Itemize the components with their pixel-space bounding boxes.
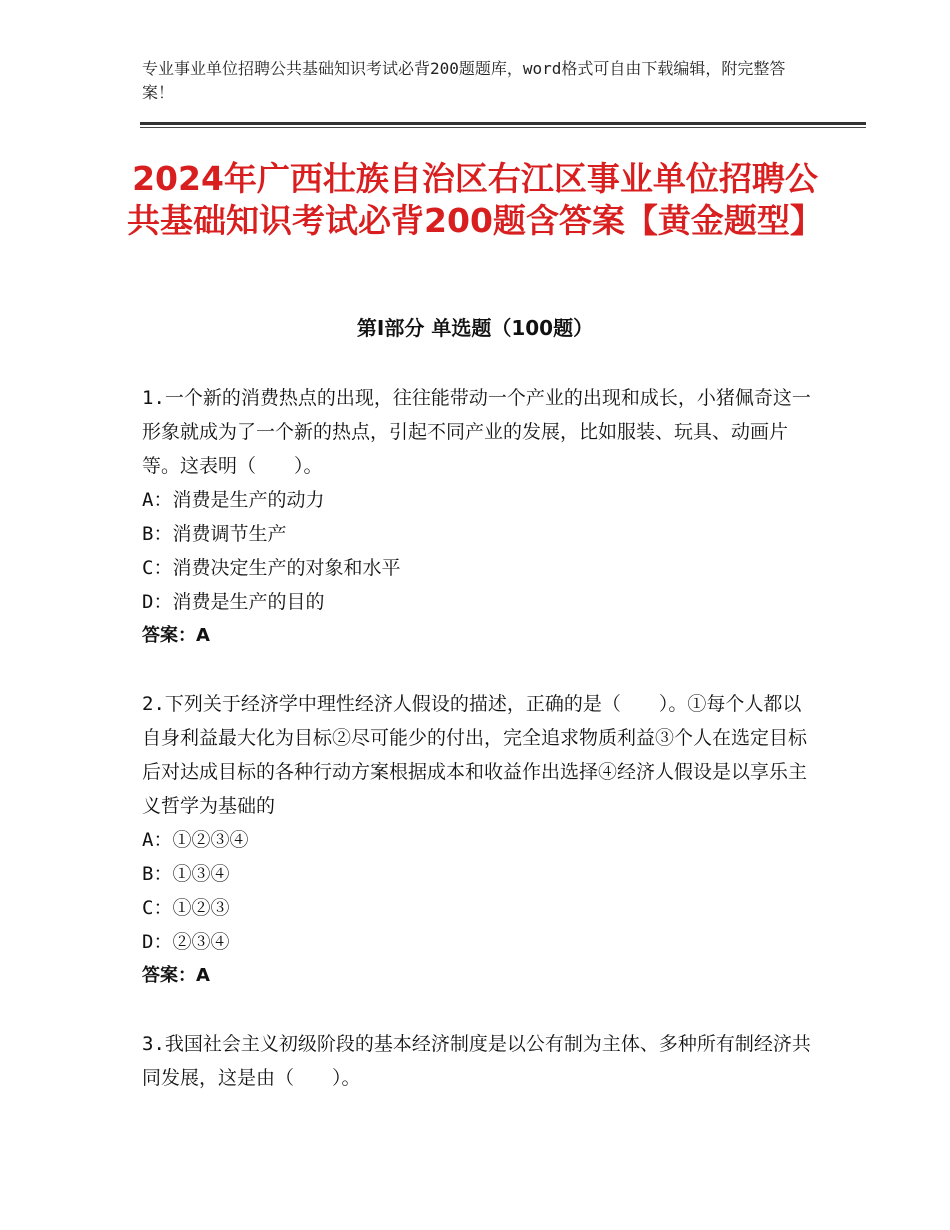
- question-stem: 3.我国社会主义初级阶段的基本经济制度是以公有制为主体、多种所有制经济共同发展，这是由（ ）。: [142, 1033, 811, 1089]
- option-d: D：②③④: [142, 931, 230, 953]
- question-1: [142, 381, 812, 653]
- question-2: [142, 687, 812, 993]
- question-3: [142, 1027, 812, 1095]
- option-a: A：①②③④: [142, 829, 249, 851]
- option-c: C：消费决定生产的对象和水平: [142, 557, 401, 579]
- question-stem: 1.一个新的消费热点的出现，往往能带动一个产业的出现和成长，小猪佩奇这一形象就成为了一个新的热点，引起不同产业的发展，比如服装、玩具、动画片等。这表明（ ）。: [142, 387, 811, 477]
- document-title: 2024年广西壮族自治区右江区事业单位招聘公共基础知识考试必背200题含答案【黄金题型】: [127, 159, 823, 240]
- option-b: B：消费调节生产: [142, 523, 287, 545]
- header-divider-thick: [140, 122, 866, 125]
- answer: 答案：A: [142, 625, 210, 646]
- header-note: 专业事业单位招聘公共基础知识考试必背200题题库，word格式可自由下载编辑，附完整答案！: [142, 59, 786, 102]
- option-a: A：消费是生产的动力: [142, 489, 325, 511]
- option-b: B：①③④: [142, 863, 230, 885]
- question-stem: 2.下列关于经济学中理性经济人假设的描述，正确的是（ ）。①每个人都以自身利益最大化为目标②尽可能少的付出，完全追求物质利益③个人在选定目标后对达成目标的各种行动方案根据成本和收益作出选择④经济人假设是以享乐主义哲学为基础的: [142, 693, 808, 817]
- option-d: D：消费是生产的目的: [142, 591, 325, 613]
- section-title: 第Ⅰ部分 单选题（100题）: [356, 316, 594, 340]
- answer: 答案：A: [142, 965, 210, 986]
- header-divider-thin: [140, 127, 866, 128]
- option-c: C：①②③: [142, 897, 230, 919]
